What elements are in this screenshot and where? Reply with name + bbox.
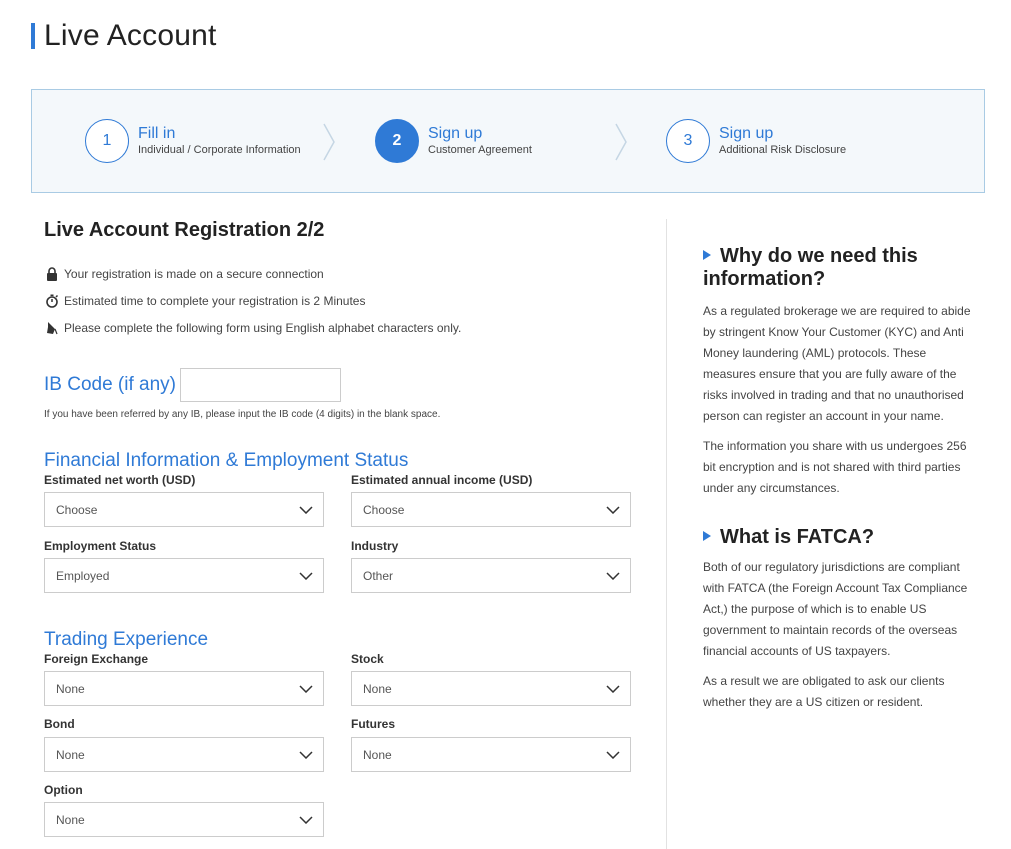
step-3-title: Sign up — [719, 125, 774, 142]
info-text: Your registration is made on a secure connection — [64, 266, 324, 281]
net-worth-value: Choose — [56, 502, 98, 517]
bond-label: Bond — [44, 717, 75, 731]
chevron-down-icon — [606, 685, 620, 693]
page-title-block — [31, 20, 217, 52]
stock-label: Stock — [351, 652, 384, 666]
stock-select[interactable] — [351, 671, 631, 706]
employment-status-value: Employed — [56, 568, 110, 583]
ib-code-label: IB Code (if any) — [44, 374, 176, 395]
title-accent-bar — [31, 23, 35, 49]
net-worth-select[interactable] — [44, 492, 324, 527]
step-3-number: 3 — [666, 119, 710, 163]
pen-icon — [44, 320, 59, 335]
industry-value: Other — [363, 568, 394, 583]
forex-value: None — [56, 681, 85, 696]
employment-status-select[interactable] — [44, 558, 324, 593]
fatca-paragraph-2: As a result we are obligated to ask our clients whether they are a US citizen or resident. — [703, 674, 945, 709]
step-1 — [85, 119, 301, 163]
step-2 — [375, 119, 532, 163]
step-2-title: Sign up — [428, 125, 483, 142]
step-1-subtitle: Individual / Corporate Information — [138, 144, 301, 156]
bond-select[interactable] — [44, 737, 324, 772]
step-1-number: 1 — [85, 119, 129, 163]
annual-income-value: Choose — [363, 502, 405, 517]
triangle-right-icon — [703, 250, 711, 260]
ib-code-row — [44, 368, 341, 402]
annual-income-select[interactable] — [351, 492, 631, 527]
step-1-title: Fill in — [138, 125, 176, 142]
step-2-subtitle: Customer Agreement — [428, 144, 532, 156]
option-value: None — [56, 812, 85, 827]
employment-status-label: Employment Status — [44, 539, 157, 553]
bond-value: None — [56, 747, 85, 762]
info-english-only — [44, 320, 461, 335]
fatca-heading-text: What is FATCA? — [720, 526, 875, 548]
info-text: Please complete the following form using English alphabet characters only. — [64, 320, 462, 335]
chevron-down-icon — [299, 572, 313, 580]
page-title: Live Account — [44, 19, 217, 52]
why-heading-text: Why do we need this information? — [703, 245, 918, 290]
ib-code-input[interactable] — [180, 368, 341, 402]
industry-select[interactable] — [351, 558, 631, 593]
forex-label: Foreign Exchange — [44, 652, 149, 666]
net-worth-label: Estimated net worth (USD) — [44, 473, 196, 487]
why-heading — [703, 245, 973, 291]
stopwatch-icon — [44, 293, 59, 308]
futures-label: Futures — [351, 717, 396, 731]
option-select[interactable] — [44, 802, 324, 837]
registration-steps — [31, 89, 985, 193]
info-estimated-time — [44, 293, 365, 308]
chevron-down-icon — [299, 751, 313, 759]
fatca-paragraph-1: Both of our regulatory jurisdictions are compliant with FATCA (the Foreign Account Tax Compliance Act,) the purpose of which is to enable US government to maintain records of the overseas financial accounts of US taxpayers. — [703, 560, 968, 658]
step-3 — [666, 119, 846, 163]
chevron-down-icon — [606, 572, 620, 580]
ib-code-hint: If you have been referred by any IB, please input the IB code (4 digits) in the blank space. — [44, 409, 441, 420]
why-paragraph-2: The information you share with us undergoes 256 bit encryption and is not shared with third parties under any circumstances. — [703, 439, 967, 495]
chevron-right-icon — [614, 122, 628, 162]
financial-section-title: Financial Information & Employment Status — [44, 450, 409, 471]
info-sidebar — [703, 245, 973, 713]
info-text: Estimated time to complete your registration is 2 Minutes — [64, 293, 366, 308]
chevron-down-icon — [299, 506, 313, 514]
forex-select[interactable] — [44, 671, 324, 706]
industry-label: Industry — [351, 539, 399, 553]
chevron-down-icon — [606, 751, 620, 759]
annual-income-label: Estimated annual income (USD) — [351, 473, 533, 487]
chevron-right-icon — [322, 122, 336, 162]
why-paragraph-1: As a regulated brokerage we are required to abide by stringent Know Your Customer (KYC) and Anti Money laundering (AML) protocols. These measures ensure that you are fully aware of the risks involved in trading and that no unauthorised person can register an account in your name. — [703, 304, 971, 423]
info-secure-connection — [44, 266, 324, 281]
step-2-number: 2 — [375, 119, 419, 163]
stock-value: None — [363, 681, 392, 696]
chevron-down-icon — [606, 506, 620, 514]
futures-select[interactable] — [351, 737, 631, 772]
chevron-down-icon — [299, 685, 313, 693]
lock-icon — [44, 266, 59, 281]
fatca-heading — [703, 526, 973, 549]
form-heading: Live Account Registration 2/2 — [44, 219, 325, 241]
option-label: Option — [44, 783, 83, 797]
trading-section-title: Trading Experience — [44, 629, 209, 650]
triangle-right-icon — [703, 531, 711, 541]
column-divider — [666, 219, 667, 849]
step-3-subtitle: Additional Risk Disclosure — [719, 144, 847, 156]
chevron-down-icon — [299, 816, 313, 824]
futures-value: None — [363, 747, 392, 762]
